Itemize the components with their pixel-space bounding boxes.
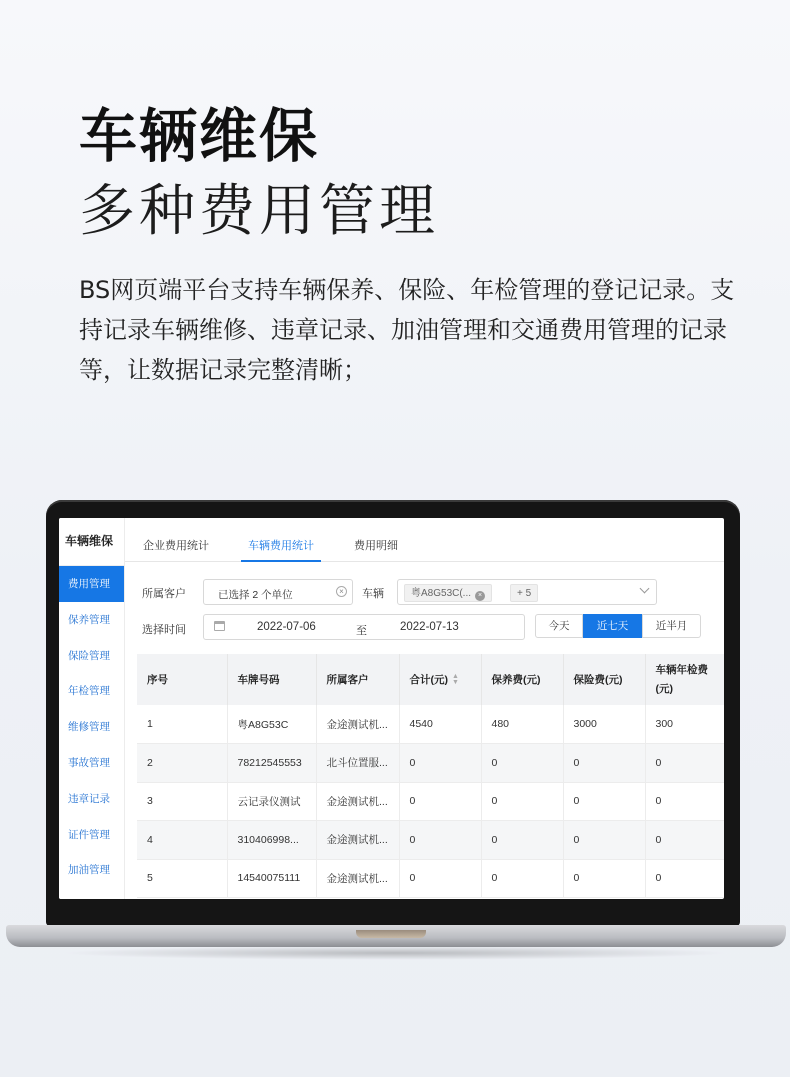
vehicle-label: 车辆: [362, 588, 384, 600]
laptop-notch: [356, 930, 426, 938]
cell-inspection: 300: [645, 705, 724, 744]
hero-description: BS网页端平台支持车辆保养、保险、年检管理的登记记录。支持记录车辆维修、违章记录、加油管理和交通费用管理的记录等，让数据记录完整清晰；: [79, 276, 735, 384]
sidebar-item-fuel[interactable]: 加油管理: [68, 864, 110, 877]
vehicle-select[interactable]: [397, 579, 657, 605]
table-row[interactable]: [137, 744, 724, 783]
time-label: 选择时间: [142, 624, 186, 636]
hero-title: 车辆维保: [79, 102, 320, 170]
cell-plate: 14540075111: [227, 859, 316, 898]
sidebar-item-certificate[interactable]: 证件管理: [68, 828, 110, 841]
vehicle-tag-label: 粤A8G53C(...: [411, 588, 472, 599]
cell-total: 4540: [399, 705, 481, 744]
date-end[interactable]: 2022-07-13: [400, 621, 459, 633]
col-header-plate: 车牌号码: [227, 654, 316, 705]
cell-insurance: 0: [563, 782, 645, 821]
cell-plate: 78212545553: [227, 744, 316, 783]
table-header-row: [137, 654, 724, 705]
sidebar-item-accident[interactable]: 事故管理: [68, 756, 110, 769]
hero-section: [79, 100, 759, 390]
cell-maintenance: 0: [481, 744, 563, 783]
sidebar-title: 车辆维保: [59, 518, 124, 566]
sidebar-item-maintenance[interactable]: 保养管理: [68, 613, 110, 626]
col-header-customer: 所属客户: [316, 654, 399, 705]
app-screen: [59, 518, 724, 899]
cell-index: 4: [137, 821, 227, 860]
calendar-icon: [214, 621, 225, 631]
sort-icon[interactable]: ▲ ▼: [452, 673, 459, 687]
tag-close-icon[interactable]: ×: [475, 591, 485, 601]
tab-vehicle-cost[interactable]: 车辆费用统计: [248, 540, 314, 552]
cell-total: 0: [399, 821, 481, 860]
tab-bar: [125, 518, 724, 562]
col-header-total[interactable]: [399, 654, 481, 705]
cell-total: 0: [399, 744, 481, 783]
sidebar-item-inspection[interactable]: 年检管理: [68, 685, 110, 698]
table-row[interactable]: [137, 859, 724, 898]
date-start[interactable]: 2022-07-06: [257, 621, 316, 633]
sidebar-item-insurance[interactable]: 保险管理: [68, 649, 110, 662]
cell-index: 1: [137, 705, 227, 744]
cell-insurance: 3000: [563, 705, 645, 744]
active-tab-indicator: [241, 560, 321, 562]
cell-customer: 金途测试机...: [316, 782, 399, 821]
cell-customer: 金途测试机...: [316, 705, 399, 744]
cell-inspection: 0: [645, 782, 724, 821]
table-row[interactable]: [137, 821, 724, 860]
cell-inspection: 0: [645, 744, 724, 783]
sidebar-item-cost[interactable]: 费用管理: [59, 566, 124, 602]
cell-insurance: 0: [563, 744, 645, 783]
quick-today-button[interactable]: 今天: [535, 614, 583, 638]
cell-plate: 云记录仪测试: [227, 782, 316, 821]
sidebar: [59, 518, 125, 899]
tab-enterprise-cost[interactable]: 企业费用统计: [143, 540, 209, 552]
sidebar-item-violation[interactable]: 违章记录: [68, 792, 110, 805]
laptop-shadow: [60, 946, 730, 960]
vehicle-tag: [404, 584, 492, 602]
col-header-index: 序号: [137, 654, 227, 705]
cell-total: 0: [399, 859, 481, 898]
cell-plate: 310406998...: [227, 821, 316, 860]
quick-halfmonth-button[interactable]: 近半月: [642, 614, 701, 638]
chevron-down-icon[interactable]: [640, 584, 650, 594]
col-header-total-label: 合计(元): [409, 674, 448, 686]
cell-maintenance: 0: [481, 782, 563, 821]
customer-label: 所属客户: [142, 588, 186, 600]
cell-insurance: 0: [563, 859, 645, 898]
table-row[interactable]: [137, 705, 724, 744]
cell-maintenance: 480: [481, 705, 563, 744]
col-header-insurance: 保险费(元): [563, 654, 645, 705]
cell-maintenance: 0: [481, 821, 563, 860]
cell-index: 2: [137, 744, 227, 783]
cell-customer: 金途测试机...: [316, 821, 399, 860]
quick-week-button[interactable]: 近七天: [583, 614, 642, 638]
cell-customer: 金途测试机...: [316, 859, 399, 898]
cost-table: [137, 654, 724, 898]
customer-select[interactable]: [203, 579, 353, 605]
date-separator: 至: [356, 625, 367, 637]
cell-maintenance: 0: [481, 859, 563, 898]
cell-insurance: 0: [563, 821, 645, 860]
date-range-picker[interactable]: [203, 614, 525, 640]
clear-icon[interactable]: ×: [336, 586, 347, 597]
table-row[interactable]: [137, 782, 724, 821]
vehicle-more-tag: + 5: [510, 584, 538, 602]
cell-index: 5: [137, 859, 227, 898]
cell-customer: 北斗位置服...: [316, 744, 399, 783]
tab-cost-detail[interactable]: 费用明细: [354, 540, 398, 552]
sidebar-item-repair[interactable]: 维修管理: [68, 721, 110, 734]
cell-inspection: 0: [645, 821, 724, 860]
cell-plate: 粤A8G53C: [227, 705, 316, 744]
hero-subtitle: 多种费用管理: [79, 179, 439, 244]
cell-total: 0: [399, 782, 481, 821]
col-header-inspection: 车辆年检费(元): [645, 654, 724, 705]
col-header-maintenance: 保养费(元): [481, 654, 563, 705]
customer-select-value: 已选择 2 个单位: [218, 589, 293, 601]
cell-inspection: 0: [645, 859, 724, 898]
cell-index: 3: [137, 782, 227, 821]
